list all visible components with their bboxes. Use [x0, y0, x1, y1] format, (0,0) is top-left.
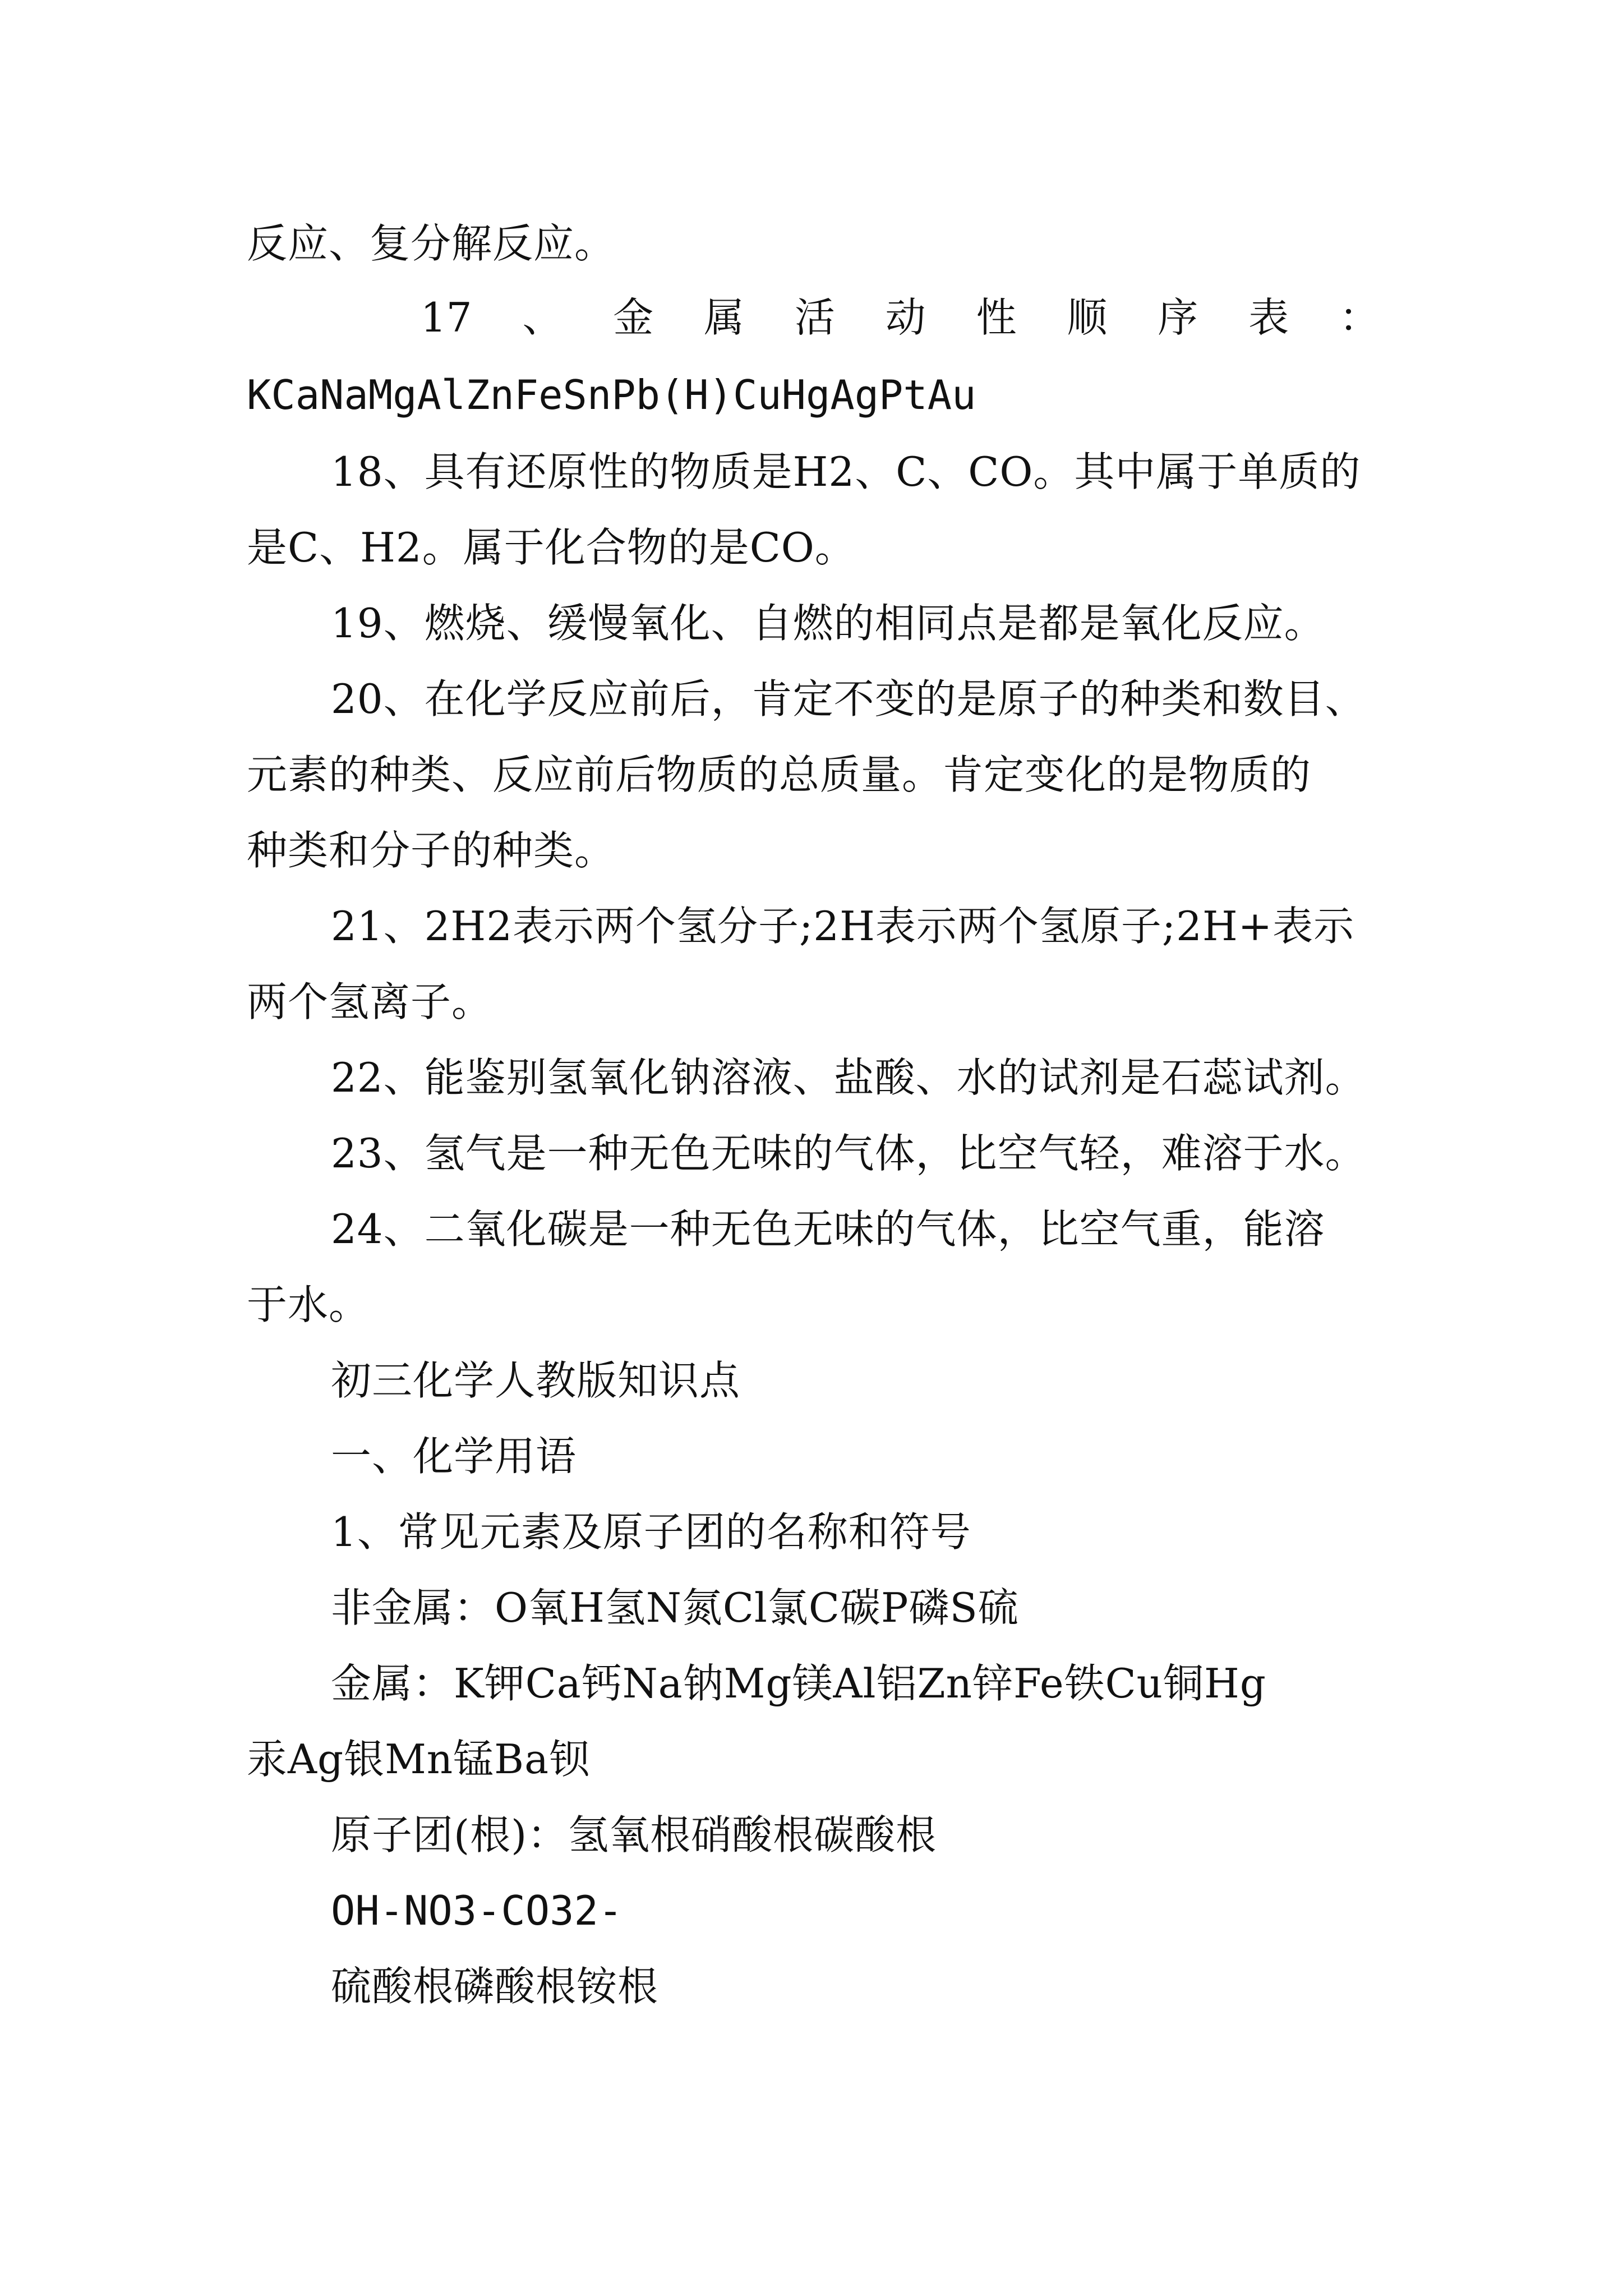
text-line: 23、氢气是一种无色无味的气体，比空气轻，难溶于水。 — [331, 1130, 1366, 1177]
heading-char: 顺 — [1067, 294, 1108, 341]
separator: 、 — [522, 294, 563, 341]
metal-activity-heading — [421, 294, 1380, 341]
text-line: 种类和分子的种类。 — [247, 827, 616, 874]
text-line: 元素的种类、反应前后物质的总质量。肯定变化的是物质的 — [247, 751, 1312, 798]
text-line: 两个氢离子。 — [247, 978, 493, 1025]
text-line: 原子团(根)：氢氧根硝酸根碳酸根 — [331, 1811, 937, 1858]
heading-char: 性 — [976, 294, 1017, 341]
text-line: 反应、复分解反应。 — [247, 220, 616, 267]
text-line: 22、能鉴别氢氧化钠溶液、盐酸、水的试剂是石蕊试剂。 — [331, 1054, 1366, 1101]
text-line: 金属：K钾Ca钙Na钠Mg镁Al铝Zn锌Fe铁Cu铜Hg — [331, 1660, 1266, 1707]
text-line: 24、二氧化碳是一种无色无味的气体，比空气重，能溶 — [331, 1205, 1325, 1253]
item-number: 17 — [421, 294, 472, 341]
heading-char: ： — [1339, 294, 1380, 341]
heading-char: 动 — [885, 294, 926, 341]
text-line: 20、在化学反应前后，肯定不变的是原子的种类和数目、 — [331, 675, 1366, 723]
text-line: 非金属：O氧H氢N氮Cl氯C碳P磷S硫 — [331, 1584, 1019, 1631]
subsection-heading: 1、常见元素及原子团的名称和符号 — [331, 1508, 971, 1556]
text-line: 21、2H2表示两个氢分子;2H表示两个氢原子;2H+表示 — [331, 903, 1355, 950]
text-line: 19、燃烧、缓慢氧化、自燃的相同点是都是氧化反应。 — [331, 600, 1325, 647]
text-line: 于水。 — [247, 1281, 370, 1328]
heading-char: 属 — [704, 294, 745, 341]
section-heading: 一、化学用语 — [331, 1433, 577, 1480]
section-title: 初三化学人教版知识点 — [331, 1357, 741, 1404]
heading-char: 金 — [613, 294, 654, 341]
heading-char: 表 — [1248, 294, 1289, 341]
text-line: 硫酸根磷酸根铵根 — [331, 1963, 659, 2010]
text-line: 是C、H2。属于化合物的是CO。 — [247, 524, 856, 571]
text-line: 18、具有还原性的物质是H2、C、CO。其中属于单质的 — [331, 448, 1361, 495]
text-line: 汞Ag银Mn锰Ba钡 — [247, 1736, 591, 1783]
heading-char: 序 — [1158, 294, 1198, 341]
metal-activity-series: KCaNaMgAlZnFeSnPb(H)CuHgAgPtAu — [247, 371, 976, 418]
ion-formulas: OH-NO3-CO32- — [331, 1887, 623, 1934]
heading-char: 活 — [794, 294, 835, 341]
